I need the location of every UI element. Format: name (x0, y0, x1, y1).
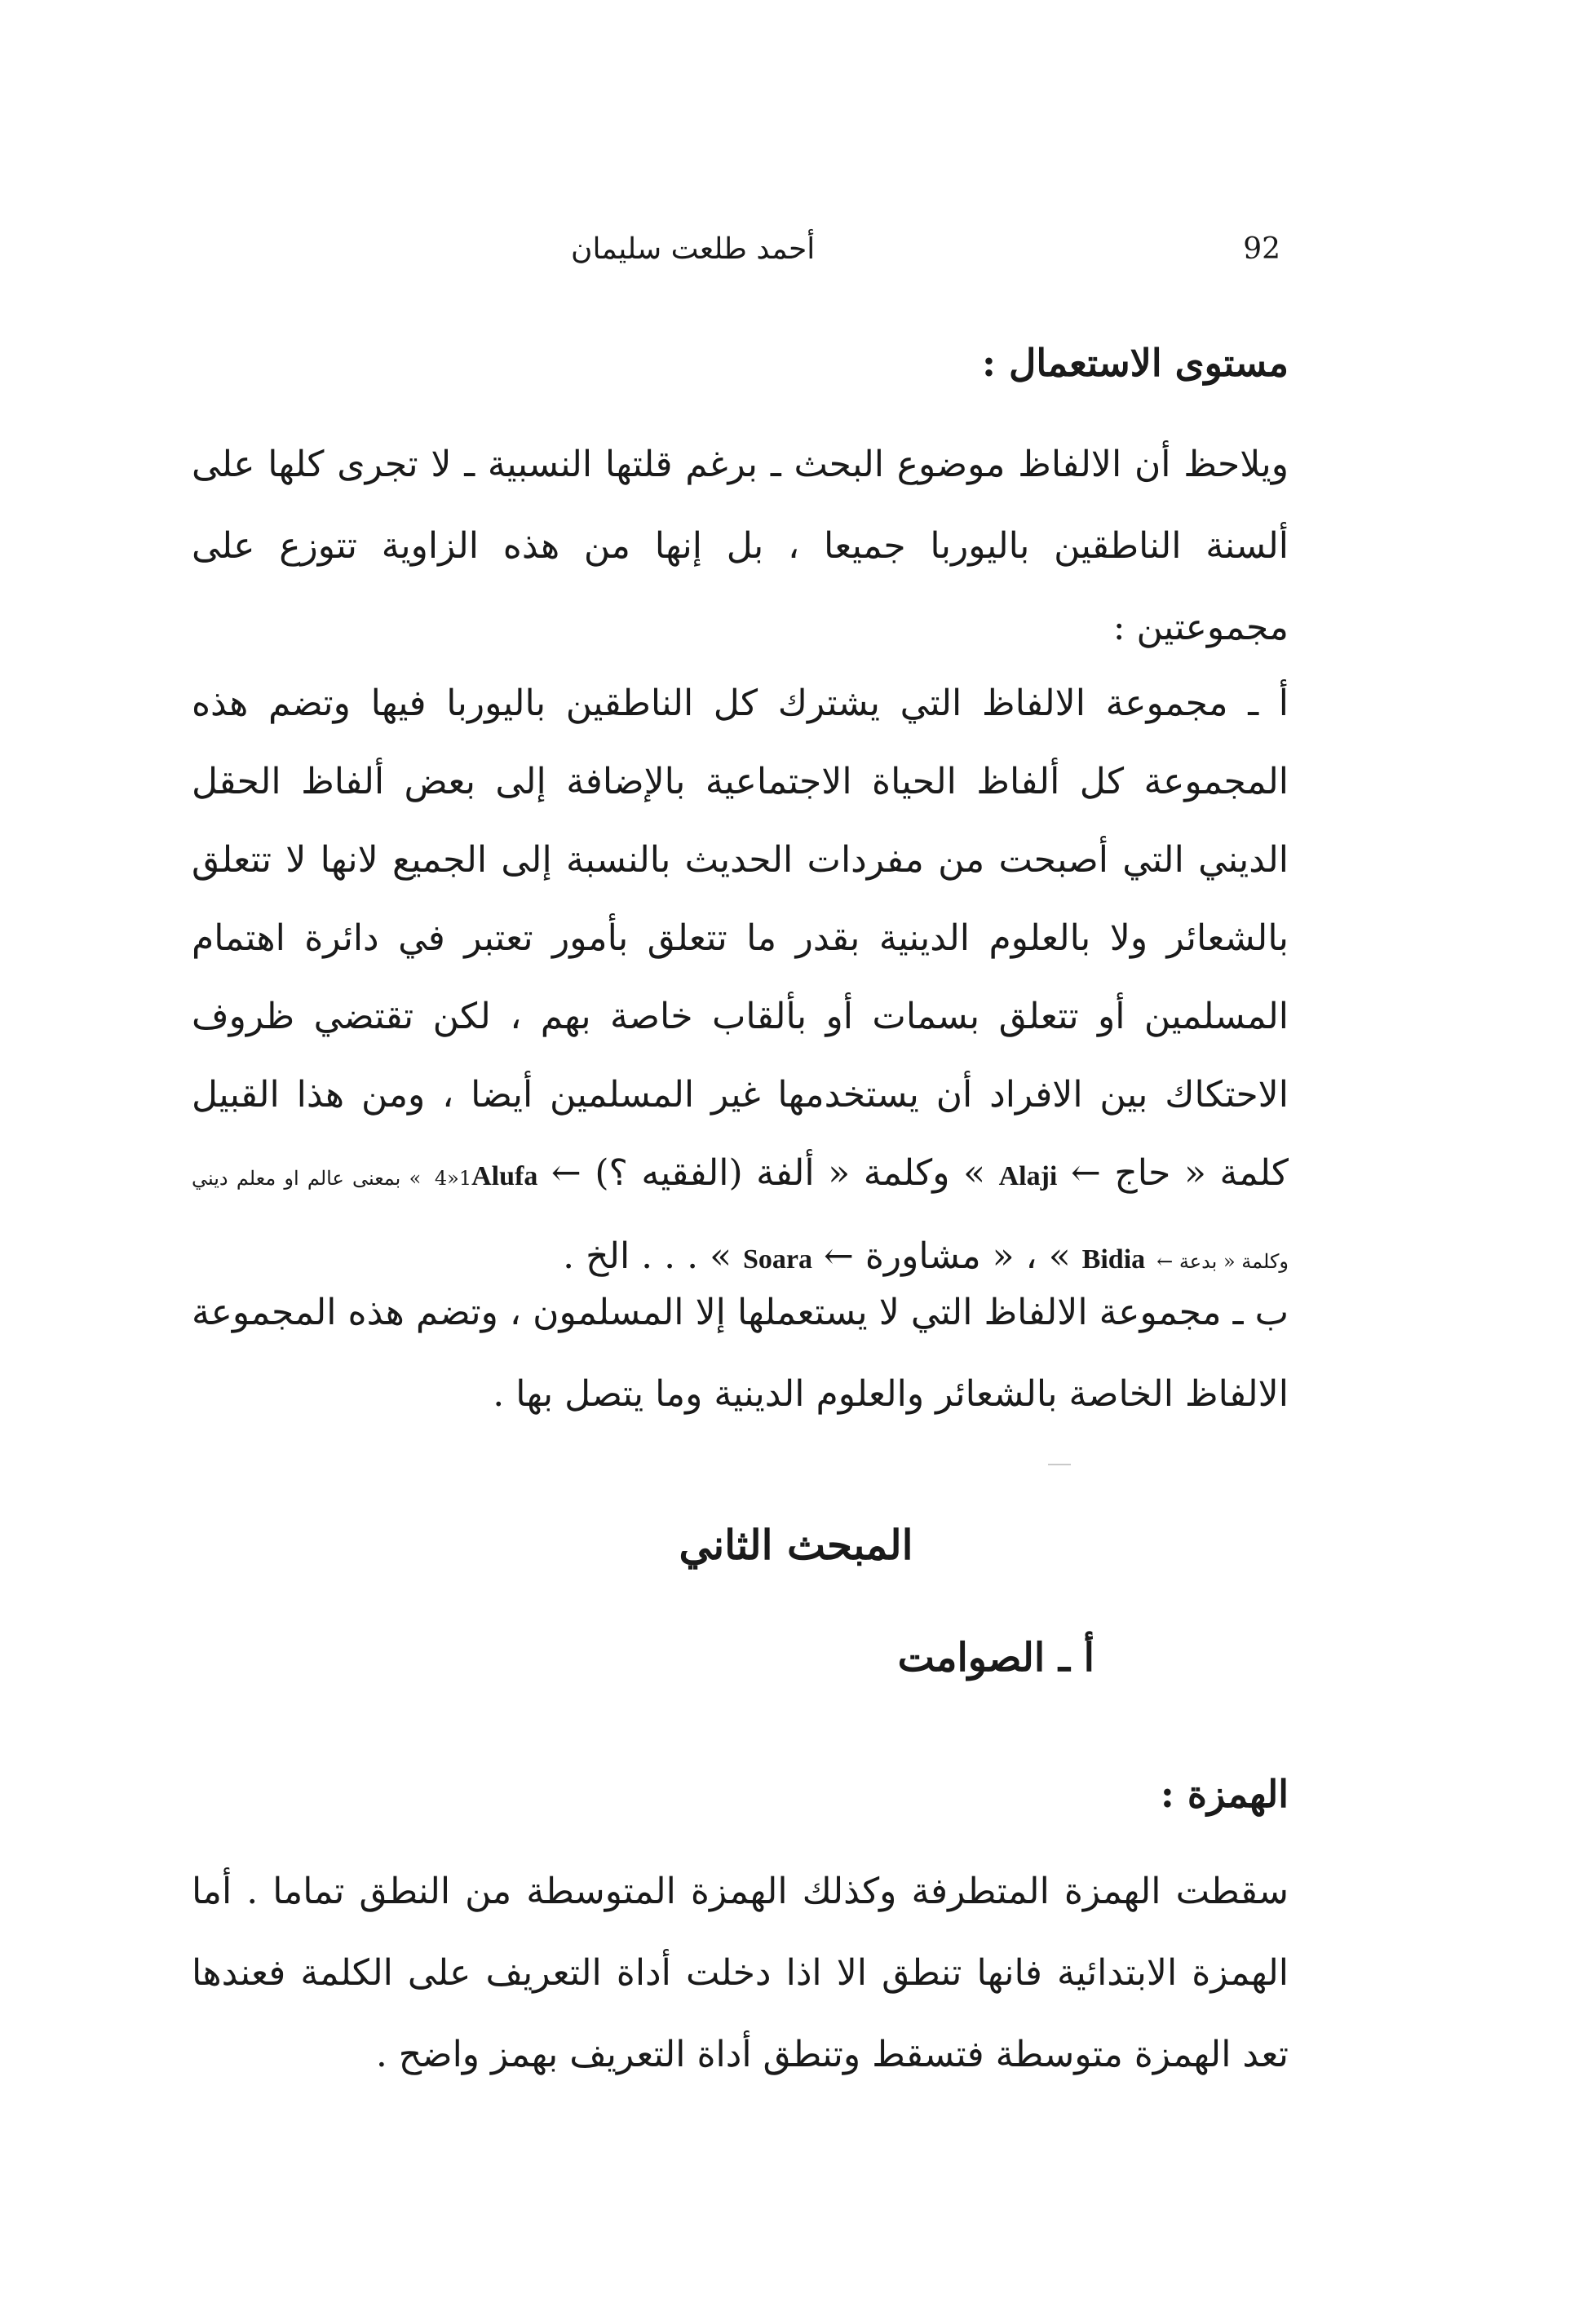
group-a-text-2: » وكلمة « ألفة (الفقيه ؟) ← (551, 1152, 985, 1194)
intro-paragraph: ويلاحظ أن الالفاظ موضوع البحث ـ برغم قلتها النسبية ـ لا تجرى كلها على ألسنة الناطقين باليوربا جميعا ، بل إنها من هذه الزاوية تتوزع على مجموعتين : (192, 444, 1289, 648)
page-number: 92 (1243, 232, 1280, 266)
gloss-text: » بمعنى عالم او معلم ديني وكلمة « بدعة ← (192, 1167, 1289, 1273)
group-a-text: أ ـ مجموعة الالفاظ التي يشترك كل الناطقين باليوربا فيها وتضم هذه المجموعة كل ألفاظ الحياة الاجتماعية بالإضافة إلى بعض ألفاظ الحقل الديني التي أصبحت من مفردات الحديث بالنسبة إلى الجميع لانها لا تتعلق بالشعائر ولا بالعلوم الدينية بقدر ما تتعلق بأمور تعتبر في دائرة اهتمام المسلمين أو تتعلق بسمات أو بألقاب خاصة بهم ، لكن تقتضي ظروف الاحتكاك بين الافراد أن يستخدمها غير المسلمين أيضا ، ومن هذا القبيل كلمة « حاج ← (192, 683, 1289, 1194)
hamza-paragraph: سقطت الهمزة المتطرفة وكذلك الهمزة المتوسطة من النطق تماما . أما الهمزة الابتدائية فانها تنطق الا اذا دخلت أداة التعريف على الكلمة فعندها تعد الهمزة متوسطة فتسقط وتنطق أداة التعريف بهمز واضح . (192, 1871, 1289, 2075)
subsection-title: أ ـ الصوامت (897, 1635, 1094, 1681)
section-title: المبحث الثاني (679, 1521, 913, 1569)
term-soara: Soara (743, 1244, 813, 1275)
group-a-paragraph (192, 665, 1289, 1301)
term-alaji: Alaji (998, 1161, 1058, 1191)
term-bidia: Bidia (1081, 1244, 1146, 1275)
group-a-text-3: » ، « مشاورة ← (824, 1235, 1071, 1277)
divider (1048, 1464, 1071, 1465)
term-alufa: Alufa (471, 1161, 538, 1191)
hamza-heading: الهمزة : (1160, 1772, 1289, 1816)
alufa-note: 1«4 (434, 1167, 472, 1190)
group-a-text-4: » . . . الخ . (563, 1235, 732, 1277)
usage-level-heading: مستوى الاستعمال : (982, 341, 1289, 385)
page-header (571, 232, 1280, 289)
running-head: أحمد طلعت سليمان (571, 232, 816, 266)
group-b-paragraph: ب ـ مجموعة الالفاظ التي لا يستعملها إلا المسلمون ، وتضم هذه المجموعة الالفاظ الخاصة بالشعائر والعلوم الدينية وما يتصل بها . (192, 1292, 1289, 1415)
